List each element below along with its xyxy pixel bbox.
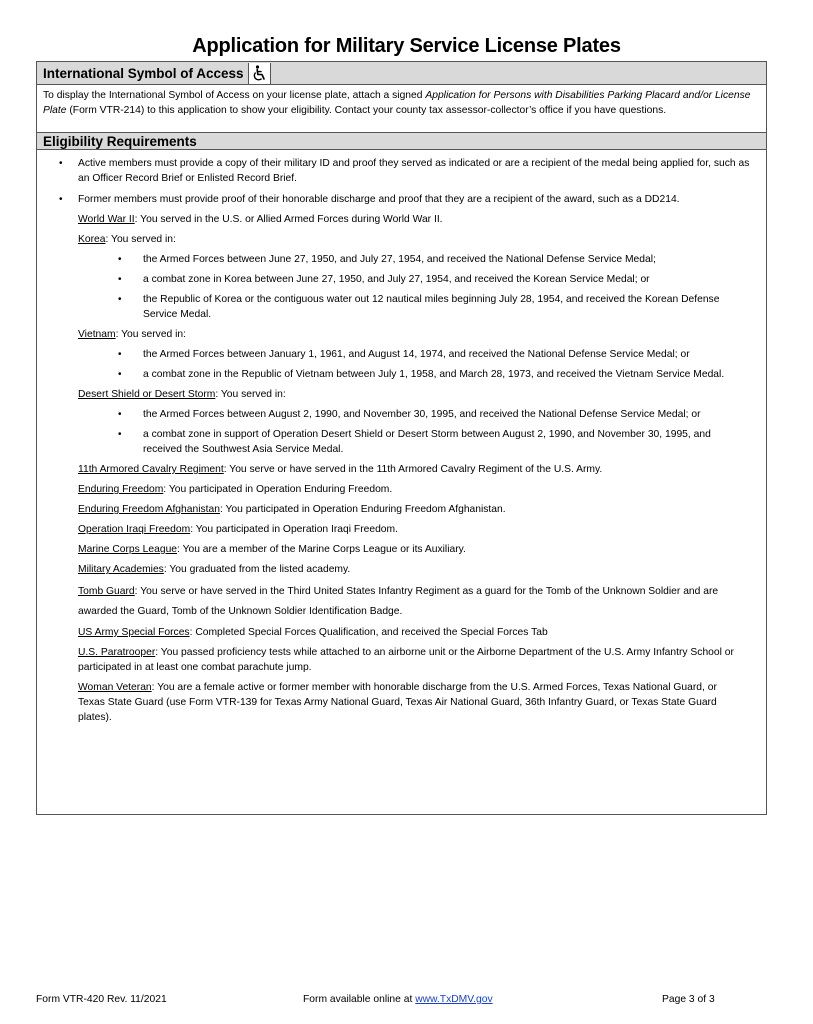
item-military-academies: Military Academies: You graduated from the listed academy. xyxy=(78,564,351,575)
footer-online: Form available online at www.TxDMV.gov xyxy=(303,994,493,1005)
isa-instructions: To display the International Symbol of Access on your license plate, attach a signed Application for Persons with Disabilities Parking Placard and/or License Plate (Form VTR-214) to this application to show your eligibility. Contact your county tax assessor-collector’s office if you have questions. xyxy=(43,90,751,116)
vietnam-sub-1: • the Armed Forces between January 1, 1961, and August 14, 1974, and received the National Defense Service Medal; or xyxy=(37,347,746,362)
item-desert-shield-storm: Desert Shield or Desert Storm: You served in: xyxy=(78,389,286,400)
item-11th-armored-cavalry: 11th Armored Cavalry Regiment: You serve or have served in the 11th Armored Cavalry Regiment of the U.S. Army. xyxy=(78,464,603,475)
isa-form-title: Application for Persons with Disabilities Parking Placard and/or License Plate xyxy=(43,90,751,116)
desert-sub-2: • a combat zone in support of Operation Desert Shield or Desert Storm between August 2, 1990, and November 30, 1995, and received the Southwest Asia Service Medal. xyxy=(37,427,746,457)
korea-sub-3: • the Republic of Korea or the contiguous water out 12 nautical miles beginning July 28, 1954, and received the Korean Defense Service Medal. xyxy=(37,292,746,322)
item-vietnam: Vietnam: You served in: xyxy=(78,329,187,340)
item-marine-corps-league: Marine Corps League: You are a member of the Marine Corps League or its Auxiliary. xyxy=(78,544,466,555)
item-world-war-ii: World War II: You served in the U.S. or Allied Armed Forces during World War II. xyxy=(78,214,443,225)
korea-sub-2: • a combat zone in Korea between June 27, 1950, and July 27, 1954, and received the Korean Service Medal; or xyxy=(37,272,746,287)
item-enduring-freedom-afghanistan: Enduring Freedom Afghanistan: You participated in Operation Enduring Freedom Afghanistan. xyxy=(78,504,506,515)
item-operation-iraqi-freedom: Operation Iraqi Freedom: You participated in Operation Iraqi Freedom. xyxy=(78,524,398,535)
korea-sub-1: • the Armed Forces between June 27, 1950, and July 27, 1954, and received the National Defense Service Medal; xyxy=(37,252,746,267)
item-enduring-freedom: Enduring Freedom: You participated in Operation Enduring Freedom. xyxy=(78,484,393,495)
vietnam-sub-2: • a combat zone in the Republic of Vietnam between July 1, 1958, and March 28, 1973, and received the Vietnam Service Medal. xyxy=(37,367,746,382)
item-korea: Korea: You served in: xyxy=(78,234,176,245)
desert-sub-1: • the Armed Forces between August 2, 1990, and November 30, 1995, and received the National Defense Service Medal; or xyxy=(37,407,746,422)
item-us-paratrooper: U.S. Paratrooper: You passed proficiency tests while attached to an airborne unit or the Airborne Department of the U.S. Army Infantry School or participated in at least one combat parachute jump. xyxy=(78,647,734,673)
eligibility-section-header xyxy=(37,132,766,150)
eligibility-heading: Eligibility Requirements xyxy=(43,133,197,149)
eligibility-body xyxy=(37,156,766,725)
isa-heading: International Symbol of Access xyxy=(43,65,244,81)
page-title: Application for Military Service License Plates xyxy=(192,35,621,57)
footer-form-number: Form VTR-420 Rev. 11/2021 xyxy=(36,994,167,1005)
item-tomb-guard: Tomb Guard: You serve or have served in the Third United States Infantry Regiment as a guard for the Tomb of the Unknown Soldier and are awarded the Guard, Tomb of the Unknown Soldier Identification Badge. xyxy=(78,586,719,617)
bullet-former-members: • Former members must provide proof of their honorable discharge and proof that they are a recipient of the award, such as a DD214. xyxy=(37,192,758,207)
isa-section-header xyxy=(37,62,766,85)
footer-page-number: Page 3 of 3 xyxy=(662,994,715,1005)
txdmv-link[interactable]: www.TxDMV.gov xyxy=(415,994,493,1005)
bullet-active-members: • Active members must provide a copy of their military ID and proof they served as indicated or are a recipient of the medal being applied for, such as an Officer Record Brief or Enlisted Record Brief. xyxy=(37,156,758,186)
item-woman-veteran: Woman Veteran: You are a female active or former member with honorable discharge from the U.S. Armed Forces, Texas National Guard, or Texas State Guard (use Form VTR-139 for Texas Army National Guard, Texas Air National Guard, 36th Infantry Guard, or Texas State Guard plates). xyxy=(78,682,717,723)
wheelchair-icon xyxy=(248,63,271,84)
form-frame xyxy=(36,61,767,815)
item-us-army-special-forces: US Army Special Forces: Completed Special Forces Qualification, and received the Special Forces Tab xyxy=(78,627,548,638)
